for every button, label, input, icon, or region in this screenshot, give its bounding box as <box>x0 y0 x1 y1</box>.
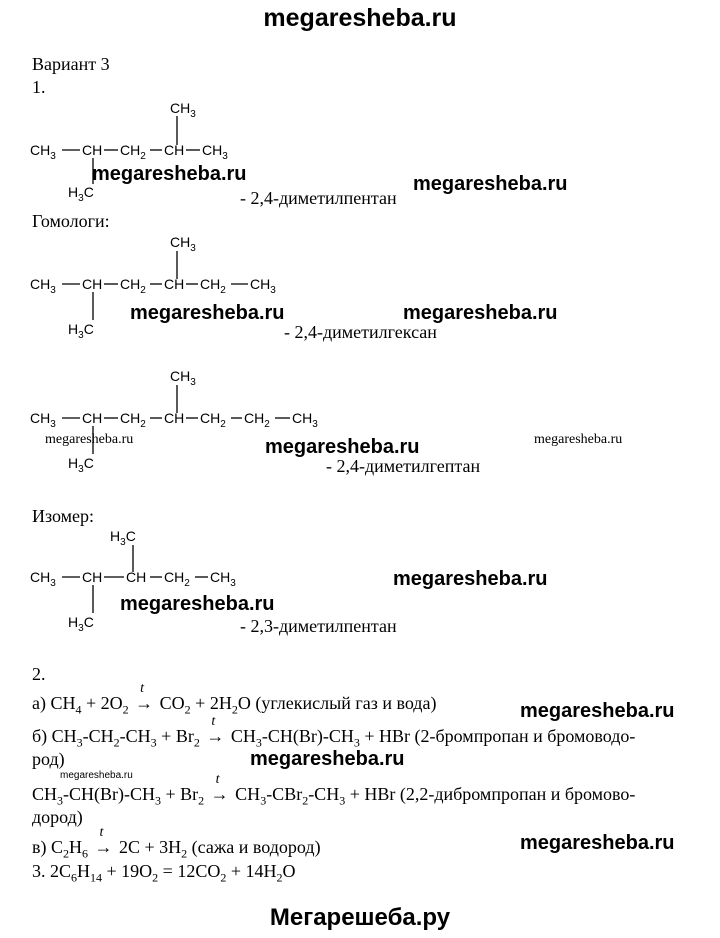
svg-text:H3C: $H_3C$ <box>68 455 94 475</box>
svg-text:H3C: $H_3C$ <box>110 528 136 548</box>
watermark: megaresheba.ru <box>413 173 568 195</box>
reaction-b-second-line2: дород) <box>32 807 83 827</box>
svg-text:CH3: $CH_3$ <box>292 410 318 430</box>
isomer-label: Изомер: <box>32 506 95 526</box>
svg-text:H3C: $H_3C$ <box>68 321 94 341</box>
svg-text:H3C: $H_3C$ <box>68 184 94 204</box>
main-compound-name: - 2,4-диметилпентан <box>240 188 397 208</box>
watermark: megaresheba.ru <box>120 593 275 615</box>
svg-text:CH3: $CH_3$ <box>30 569 56 589</box>
task2-number: 2. <box>32 664 46 684</box>
task1-number: 1. <box>32 77 46 97</box>
arrow-icon: t → <box>94 825 113 857</box>
watermark: megaresheba.ru <box>534 432 623 447</box>
svg-text:CH: CH <box>82 410 103 426</box>
isomer-name: - 2,3-диметилпентан <box>240 616 397 636</box>
svg-text:CH2: $CH_2$ <box>200 410 226 430</box>
site-header[interactable]: megaresheba.ru <box>263 4 457 32</box>
svg-text:CH: CH <box>82 276 103 292</box>
svg-text:CH3: $CH_3$ <box>210 569 236 589</box>
reaction-v: в) $C_2H_6$ t → $2C + 3H_2$ (сажа и водород) <box>32 825 321 861</box>
arrow-icon: t → <box>210 772 229 804</box>
svg-text:CH3: $CH_3$ <box>170 234 196 254</box>
watermark: megaresheba.ru <box>403 302 558 324</box>
watermark: megaresheba.ru <box>393 568 548 590</box>
svg-text:CH: CH <box>164 276 185 292</box>
svg-text:CH: CH <box>82 142 103 158</box>
svg-text:H3C: $H_3C$ <box>68 614 94 634</box>
reaction-b-line2: род) <box>32 749 65 769</box>
site-footer[interactable]: Мегарешеба.ру <box>269 904 451 931</box>
svg-text:CH2: $CH_2$ <box>200 276 226 296</box>
svg-text:CH3: $CH_3$ <box>30 410 56 430</box>
svg-text:CH2: $CH_2$ <box>120 410 146 430</box>
svg-text:CH: CH <box>164 142 185 158</box>
arrow-icon: t → <box>135 681 154 713</box>
svg-text:CH3: $CH_3$ <box>170 100 196 120</box>
svg-text:CH2: $CH_2$ <box>244 410 270 430</box>
svg-text:CH2: $CH_2$ <box>164 569 190 589</box>
svg-text:CH3: $CH_3$ <box>202 142 228 162</box>
svg-text:CH3: $CH_3$ <box>250 276 276 296</box>
variant-title: Вариант 3 <box>32 54 110 74</box>
svg-text:CH2: $CH_2$ <box>120 276 146 296</box>
homologs-label: Гомологи: <box>32 211 110 231</box>
watermark: megaresheba.ru <box>92 163 247 185</box>
reaction-a: а) $CH_4 + 2O_2$ t → $CO_2 + 2H_2O$ (углекислый газ и вода) <box>32 681 437 717</box>
svg-text:CH3: $CH_3$ <box>30 276 56 296</box>
arrow-icon: t → <box>206 714 225 746</box>
homolog2-name: - 2,4-диметилгептан <box>326 456 481 476</box>
watermark: megaresheba.ru <box>130 302 285 324</box>
svg-text:CH3: $CH_3$ <box>170 368 196 388</box>
watermark: megaresheba.ru <box>520 700 675 722</box>
task3-equation: 3. $2C_6H_{14} + 19O_2 = 12CO_2 + 14H_2O$ <box>32 861 296 885</box>
svg-text:CH: CH <box>126 569 147 585</box>
reaction-b-second: $CH_3-CH(Br)-CH_3 + Br_2$ t → $CH_3-CBr_2-CH_3$ + HBr (2,2-дибромпропан и бромово- <box>32 772 636 808</box>
svg-text:CH2: $CH_2$ <box>120 142 146 162</box>
watermark: megaresheba.ru <box>265 436 420 458</box>
reaction-b: б) $CH_3-CH_2-CH_3 + Br_2$ t → $CH_3-CH(Br)-CH_3$ + HBr (2-бромпропан и бромоводо- <box>32 714 636 750</box>
watermark: megaresheba.ru <box>520 832 675 854</box>
homolog1-name: - 2,4-диметилгексан <box>284 322 437 342</box>
svg-text:CH3: $CH_3$ <box>30 142 56 162</box>
watermark: megaresheba.ru <box>60 770 133 781</box>
svg-text:CH: CH <box>164 410 185 426</box>
watermark: megaresheba.ru <box>45 432 134 447</box>
watermark: megaresheba.ru <box>250 748 405 770</box>
svg-text:CH: CH <box>82 569 103 585</box>
